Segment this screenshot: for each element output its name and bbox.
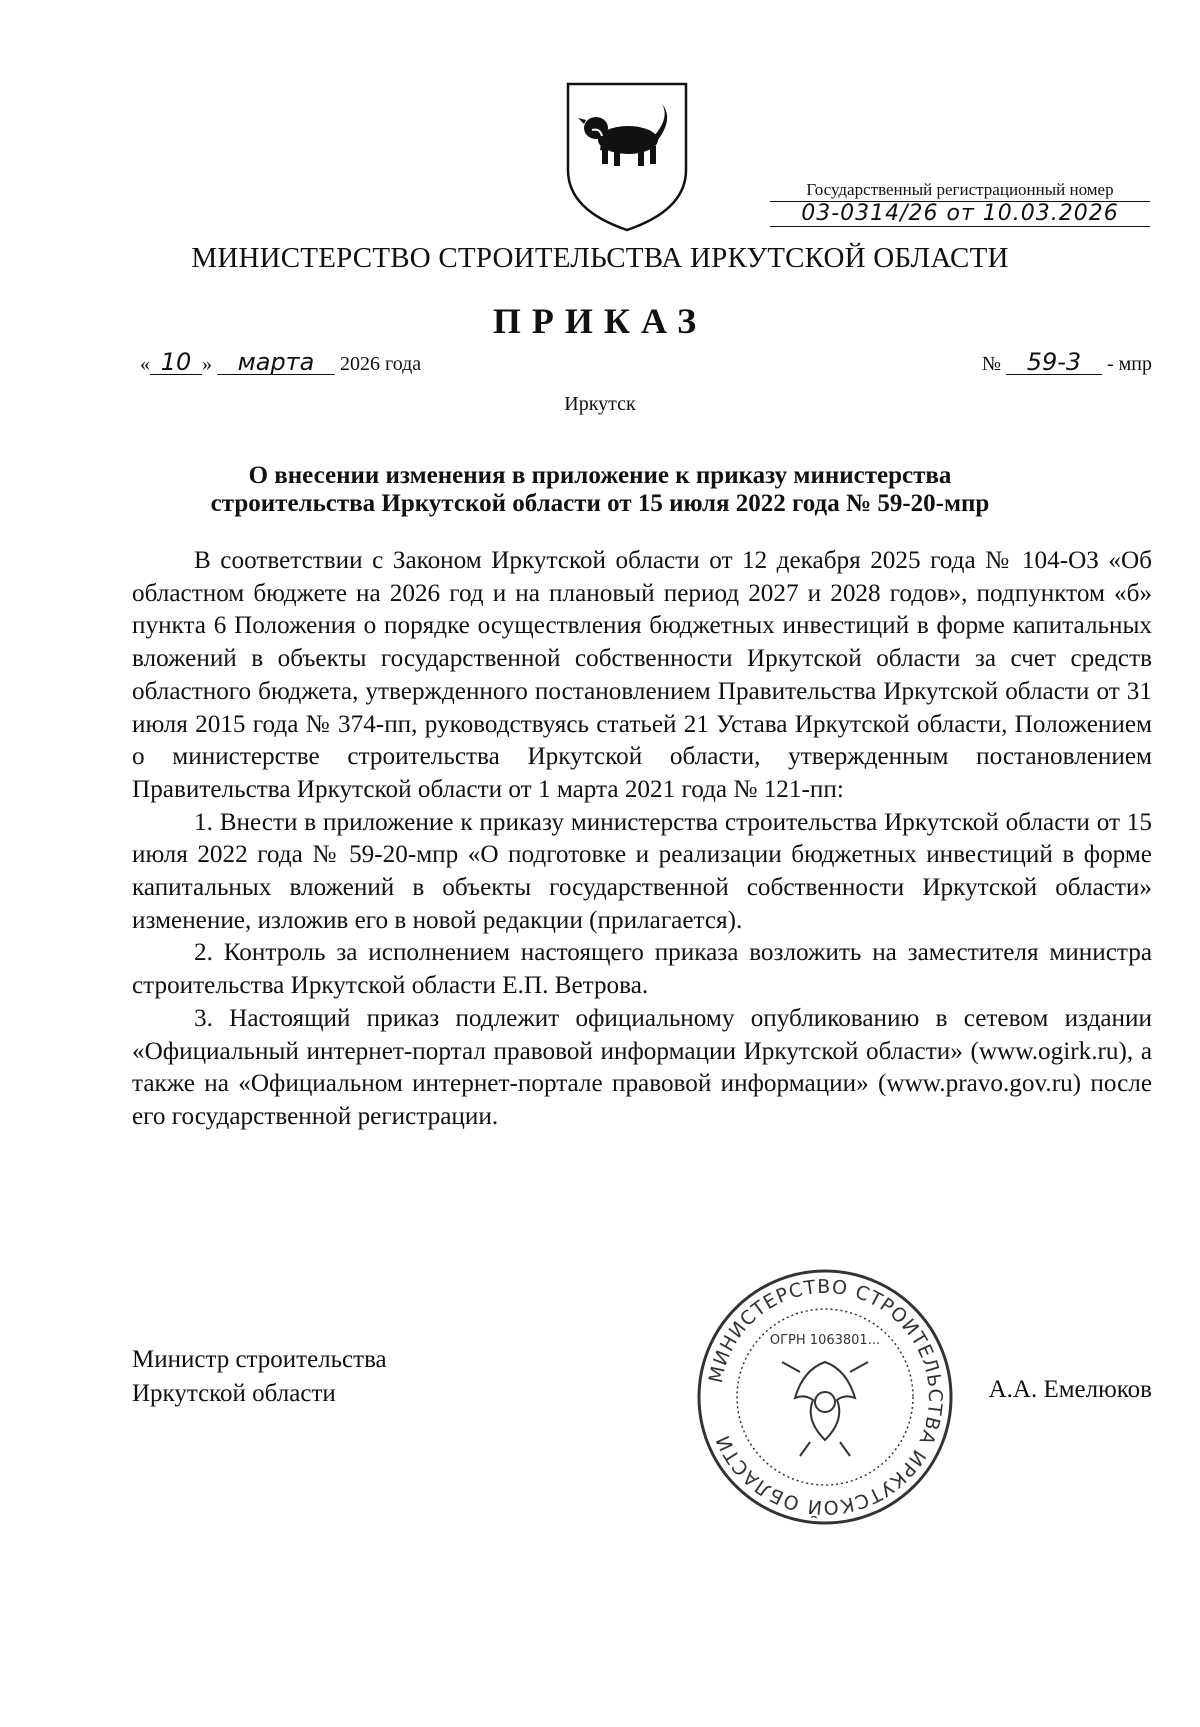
svg-text:МИНИСТЕРСТВО СТРОИТЕЛЬСТВА ИРК: МИНИСТЕРСТВО СТРОИТЕЛЬСТВА ИРКУТСКОЙ ОБЛАСТИ (704, 1275, 947, 1519)
ministry-name: МИНИСТЕРСТВО СТРОИТЕЛЬСТВА ИРКУТСКОЙ ОБЛАСТИ (191, 242, 1009, 274)
order-number: 59-3 (1006, 350, 1102, 375)
signer-position (132, 1343, 387, 1411)
clause-1: 1. Внести в приложение к приказу министерства строительства Иркутской области от 15 июля 2022 года № 59-20-мпр «О подготовке и реализации бюджетных инвестиций в форме капитальных вложений в объекты государственной собственности Иркутской области» изменение, изложив его в новой редакции (прилагается). (132, 808, 1152, 934)
date-month: марта (217, 350, 335, 375)
order-title (130, 462, 1070, 518)
signer-position-line-1: Министр строительства (132, 1346, 387, 1373)
registration-number-label: Государственный регистрационный номер (770, 180, 1150, 202)
official-seal-stamp (690, 1262, 960, 1532)
date-line (140, 350, 421, 376)
city: Иркутск (564, 393, 636, 415)
preamble-paragraph: В соответствии с Законом Иркутской области от 12 декабря 2025 года № 104-ОЗ «Об областном бюджете на 2026 год и на плановый период 2027 и 2028 годов», подпунктом «б» пункта 6 Положения о порядке осуществления бюджетных инвестиций в форме капитальных вложений в объекты государственной собственности Иркутской области за счет средств областного бюджета, утвержденного постановлением Правительства Иркутской области от 31 июля 2015 года № 374-пп, руководствуясь статьей 21 Устава Иркутской области, Положением о министерстве строительства Иркутской области, утвержденным постановлением Правительства Иркутской области от 1 марта 2021 года № 121-пп: (132, 547, 1152, 803)
signer-name: А.А. Емелюков (988, 1376, 1152, 1403)
signer-position-line-2: Иркутской области (132, 1380, 336, 1407)
order-number-prefix: № (981, 353, 1001, 375)
document-type: ПРИКАЗ (492, 301, 708, 341)
date-day: 10 (150, 350, 202, 375)
date-close-quote: » (202, 353, 212, 375)
order-number-line (982, 350, 1152, 376)
order-number-suffix: - мпр (1106, 353, 1152, 375)
date-year: 2026 года (340, 353, 422, 375)
coat-of-arms-icon (562, 78, 692, 234)
clause-3: 3. Настоящий приказ подлежит официальному опубликованию в сетевом издании «Официальный интернет-портал правовой информации Иркутской области» (www.ogirk.ru), а также на «Официальном интернет-портале правовой информации» (www.pravo.gov.ru) после его государственной регистрации. (132, 1004, 1152, 1130)
order-title-line-1: О внесении изменения в приложение к приказу министерства (248, 462, 952, 489)
order-body (132, 545, 1152, 1134)
registration-number-value: 03-0314/26 от 10.03.2026 (770, 202, 1150, 227)
date-open-quote: « (140, 353, 150, 375)
clause-2: 2. Контроль за исполнением настоящего приказа возложить на заместителя министра строительства Иркутской области Е.П. Ветрова. (132, 939, 1152, 1000)
order-title-line-2: строительства Иркутской области от 15 июля 2022 года № 59-20-мпр (210, 490, 990, 517)
registration-number-block (770, 180, 1150, 227)
svg-text:ОГРН 1063801...: ОГРН 1063801... (769, 1333, 881, 1348)
